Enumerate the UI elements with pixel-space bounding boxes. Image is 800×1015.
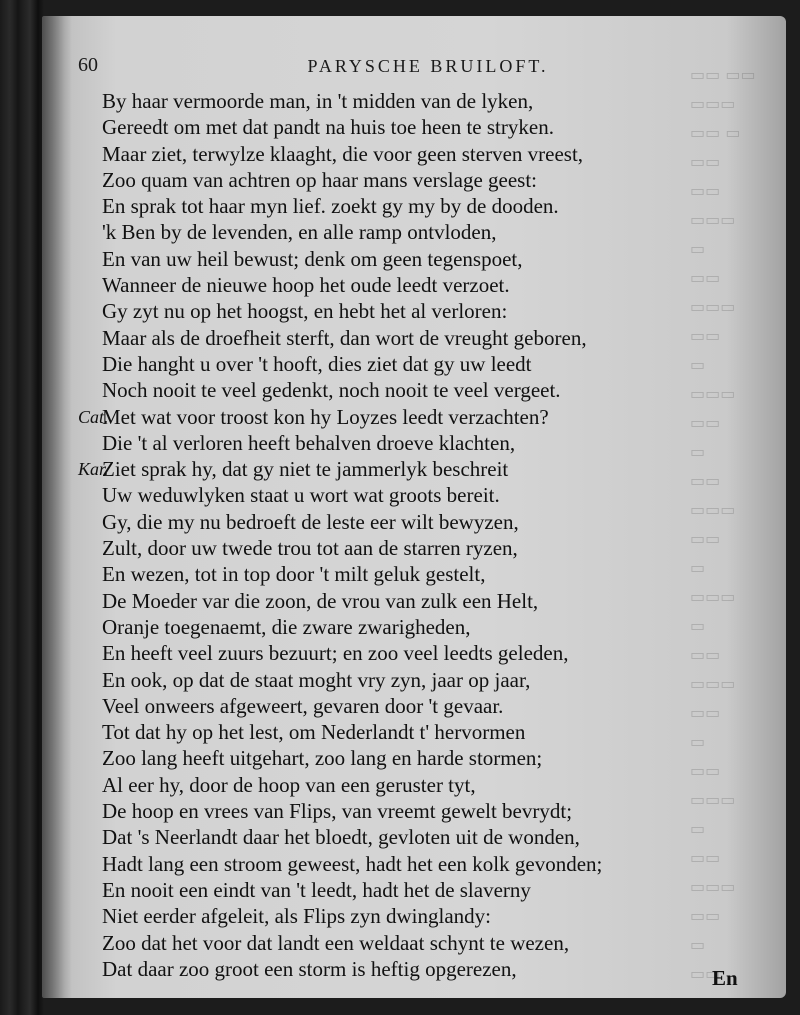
verse-line-text: Die hanght u over 't hooft, dies ziet dat gy uw leedt bbox=[102, 351, 532, 376]
running-title: PARYSCHE BRUILOFT. bbox=[307, 56, 549, 76]
verse-line-text: Oranje toegenaemt, die zware zwarigheden, bbox=[102, 614, 471, 639]
verse-line-text: Maar als de droefheit sterft, dan wort de vreught geboren, bbox=[102, 325, 587, 350]
verse-line bbox=[78, 351, 718, 377]
verse-line-text: En ook, op dat de staat moght vry zyn, jaar op jaar, bbox=[102, 667, 531, 692]
verse-line-text: Dat daar zoo groot een storm is heftig opgerezen, bbox=[102, 956, 517, 981]
verse-line bbox=[78, 903, 718, 929]
speaker-label: Kar. bbox=[78, 459, 109, 480]
verse-line bbox=[78, 772, 718, 798]
verse-line bbox=[78, 693, 718, 719]
verse-line-text: Tot dat hy op het lest, om Nederlandt t' hervormen bbox=[102, 720, 526, 745]
verse-line bbox=[78, 667, 718, 693]
verse-line-text: En van uw heil bewust; denk om geen tegenspoet, bbox=[102, 246, 523, 271]
verse-line bbox=[78, 745, 718, 771]
page-number: 60 bbox=[78, 54, 98, 76]
verse-line-text: Noch nooit te veel gedenkt, noch nooit te veel vergeet. bbox=[102, 378, 561, 403]
verse-line-text: Maar ziet, terwylze klaaght, die voor geen sterven vreest, bbox=[102, 141, 584, 166]
verse-line bbox=[78, 482, 718, 508]
verse-line-text: Veel onweers afgeweert, gevaren door 't gevaar. bbox=[102, 693, 504, 718]
verse-line-text: Hadt lang een stroom geweest, hadt het een kolk gevonden; bbox=[102, 851, 603, 876]
verse-line-text: Dat 's Neerlandt daar het bloedt, gevloten uit de wonden, bbox=[102, 825, 580, 850]
verse-line bbox=[78, 377, 718, 403]
verse-line bbox=[78, 404, 718, 430]
verse-line bbox=[78, 272, 718, 298]
verse-line-text: Wanneer de nieuwe hoop het oude leedt verzoet. bbox=[102, 273, 510, 298]
verse-line-text: En sprak tot haar myn lief. zoekt gy my by de dooden. bbox=[102, 194, 559, 219]
verse-line-text: Met wat voor troost kon hy Loyzes leedt verzachten? bbox=[102, 404, 549, 429]
verse-line bbox=[78, 114, 718, 140]
verse-line bbox=[78, 719, 718, 745]
verse-line bbox=[78, 430, 718, 456]
speaker-label: Cat. bbox=[78, 406, 109, 427]
verse-line-text: Uw weduwlyken staat u wort wat groots bereit. bbox=[102, 483, 500, 508]
verse-line-text: En wezen, tot in top door 't milt geluk gestelt, bbox=[102, 562, 486, 587]
verse-line-text: Al eer hy, door de hoop van een geruster tyt, bbox=[102, 772, 476, 797]
verse-line-text: Zoo quam van achtren op haar mans verslage geest: bbox=[102, 167, 538, 192]
verse-line bbox=[78, 456, 718, 482]
bleed-through-text: ▭▭ ▭▭ ▭▭▭ ▭▭ ▭ ▭▭ ▭▭ ▭▭▭ ▭ ▭▭ ▭▭▭ ▭▭ ▭ ▭▭▭ ▭▭ ▭ ▭▭ ▭▭▭ ▭▭ ▭ ▭▭▭ ▭ ▭▭ ▭▭▭ ▭▭ ▭ ▭▭ ▭▭▭ ▭ ▭▭ ▭▭▭ ▭▭ ▭ ▭▭ bbox=[690, 65, 756, 980]
verse-line bbox=[78, 588, 718, 614]
verse-line-text: De Moeder var die zoon, de vrou van zulk een Helt, bbox=[102, 588, 539, 613]
verse-line-text: En nooit een eindt van 't leedt, hadt het de slaverny bbox=[102, 877, 531, 902]
verse-line-text: Gereedt om met dat pandt na huis toe heen te stryken. bbox=[102, 115, 554, 140]
verse-line-text: De hoop en vrees van Flips, van vreemt gewelt bevrydt; bbox=[102, 799, 573, 824]
verse-line bbox=[78, 640, 718, 666]
verse-text bbox=[78, 88, 718, 982]
verse-line bbox=[78, 798, 718, 824]
verse-line-text: En heeft veel zuurs bezuurt; en zoo veel leedts geleden, bbox=[102, 641, 569, 666]
verse-line bbox=[78, 614, 718, 640]
verse-line bbox=[78, 219, 718, 245]
catchword: En bbox=[712, 966, 738, 990]
verse-line-text: Die 't al verloren heeft behalven droeve klachten, bbox=[102, 430, 516, 455]
verse-line bbox=[78, 956, 718, 982]
verse-line bbox=[78, 88, 718, 114]
verse-line-text: Zoo dat het voor dat landt een weldaat schynt te wezen, bbox=[102, 930, 570, 955]
verse-line bbox=[78, 851, 718, 877]
verse-line-text: Zoo lang heeft uitgehart, zoo lang en harde stormen; bbox=[102, 746, 543, 771]
verse-line bbox=[78, 561, 718, 587]
verse-line bbox=[78, 193, 718, 219]
verse-line-text: Niet eerder afgeleit, als Flips zyn dwinglandy: bbox=[102, 904, 491, 929]
verse-line-text: Ziet sprak hy, dat gy niet te jammerlyk beschreit bbox=[102, 457, 509, 482]
verse-line-text: By haar vermoorde man, in 't midden van de lyken, bbox=[102, 89, 534, 113]
verse-line bbox=[78, 824, 718, 850]
verse-line bbox=[78, 877, 718, 903]
verse-line bbox=[78, 535, 718, 561]
verse-line bbox=[78, 141, 718, 167]
verse-line bbox=[78, 167, 718, 193]
verse-line bbox=[78, 298, 718, 324]
verse-line bbox=[78, 325, 718, 351]
verse-line bbox=[78, 246, 718, 272]
verse-line-text: 'k Ben by de levenden, en alle ramp ontvloden, bbox=[102, 220, 497, 245]
verse-line-text: Gy zyt nu op het hoogst, en hebt het al verloren: bbox=[102, 299, 508, 324]
verse-line bbox=[78, 509, 718, 535]
spine-shadow bbox=[42, 16, 72, 998]
verse-line bbox=[78, 930, 718, 956]
verse-line-text: Gy, die my nu bedroeft de leste eer wilt bewyzen, bbox=[102, 509, 519, 534]
page-header bbox=[78, 54, 698, 84]
verse-line-text: Zult, door uw twede trou tot aan de starren ryzen, bbox=[102, 536, 518, 561]
